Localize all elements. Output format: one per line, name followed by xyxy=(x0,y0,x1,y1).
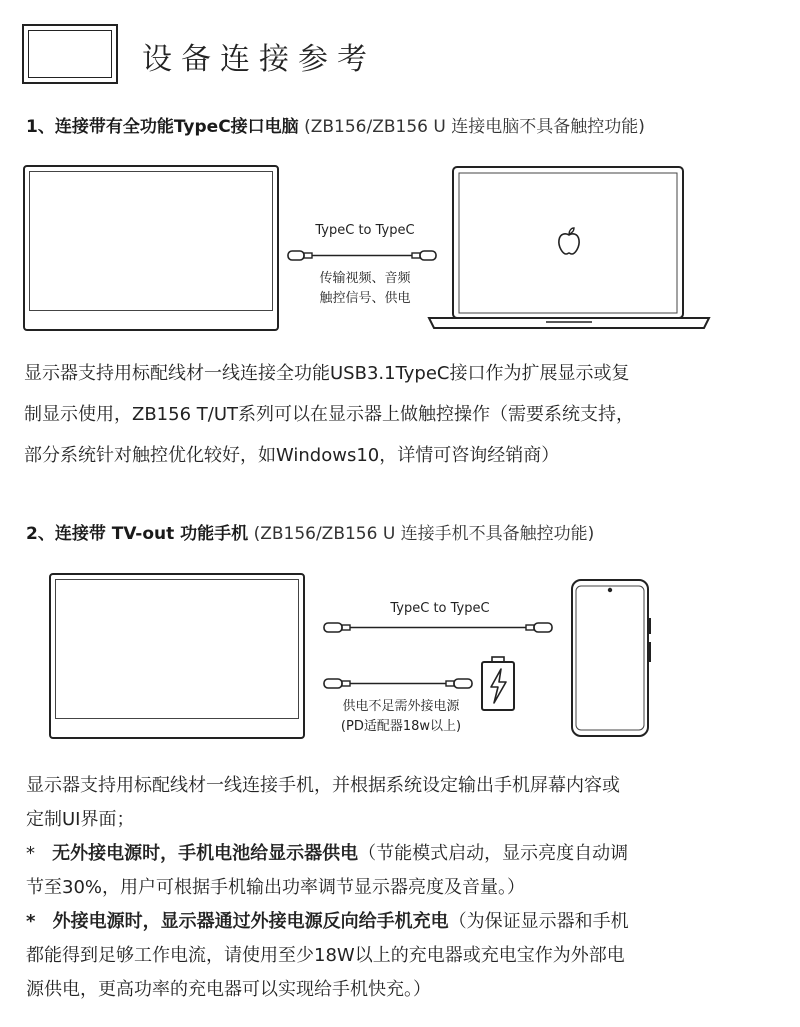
bullet-item xyxy=(26,905,629,939)
section1-heading xyxy=(26,115,645,139)
portable-monitor-icon xyxy=(49,573,305,739)
power-line: 供电不足需外接电源 xyxy=(342,699,460,714)
section1-caption xyxy=(290,269,440,309)
paragraph-line: 显示器支持用标配线材一线连接全功能USB3.1TypeC接口作为扩展显示或复 xyxy=(24,363,630,384)
section2-power-caption xyxy=(326,697,476,737)
bullet-bold: 无外接电源时，手机电池给显示器供电 xyxy=(52,843,359,864)
bullet-star: * xyxy=(26,911,36,932)
section1-paragraph xyxy=(24,353,634,476)
paragraph-line: 部分系统针对触控优化较好，如Windows10，详情可咨询经销商） xyxy=(24,445,560,466)
section2-title: 2、连接带 TV-out 功能手机 xyxy=(26,524,249,544)
paragraph-line: 制显示使用，ZB156 T/UT系列可以在显示器上做触控操作（需要系统支持， xyxy=(24,404,634,425)
portable-monitor-icon xyxy=(23,165,279,331)
paragraph-line: 定制UI界面； xyxy=(26,809,135,830)
caption-line: 触控信号、供电 xyxy=(319,291,411,306)
typec-cable-icon xyxy=(320,615,560,639)
section2-heading xyxy=(26,522,594,546)
section2-cable-label: TypeC to TypeC xyxy=(390,601,490,616)
section1-note: (ZB156/ZB156 U 连接电脑不具备触控功能) xyxy=(304,117,645,137)
typec-cable-icon xyxy=(284,243,444,267)
smartphone-icon xyxy=(570,578,652,740)
paragraph-line: 显示器支持用标配线材一线连接手机，并根据系统设定输出手机屏幕内容或 xyxy=(26,775,620,796)
section1-title: 1、连接带有全功能TypeC接口电脑 xyxy=(26,117,299,137)
apple-logo-icon xyxy=(556,226,582,256)
power-line: (PD适配器18w以上) xyxy=(340,719,462,734)
caption-line: 传输视频、音频 xyxy=(319,271,411,286)
bullet-item xyxy=(26,837,629,871)
bullet-rest: （为保证显示器和手机 xyxy=(448,911,629,932)
section2-note: (ZB156/ZB156 U 连接手机不具备触控功能) xyxy=(253,524,595,544)
bullet-star: * xyxy=(26,843,35,864)
monitor-icon xyxy=(22,24,118,84)
section2-paragraph xyxy=(26,769,629,1007)
typec-cable-icon xyxy=(320,671,480,695)
section1-cable-label: TypeC to TypeC xyxy=(315,223,415,238)
paragraph-line: 都能得到足够工作电流，请使用至少18W以上的充电器或充电宝作为外部电 xyxy=(26,945,625,966)
page-title: 设备连接参考 xyxy=(142,42,376,77)
battery-charging-icon xyxy=(480,655,520,715)
paragraph-line: 节至30%，用户可根据手机输出功率调节显示器亮度及音量。） xyxy=(26,877,526,898)
paragraph-line: 源供电，更高功率的充电器可以实现给手机快充。） xyxy=(26,979,431,1000)
bullet-bold: 外接电源时，显示器通过外接电源反向给手机充电 xyxy=(52,911,449,932)
bullet-rest: （节能模式启动，显示亮度自动调 xyxy=(358,843,629,864)
